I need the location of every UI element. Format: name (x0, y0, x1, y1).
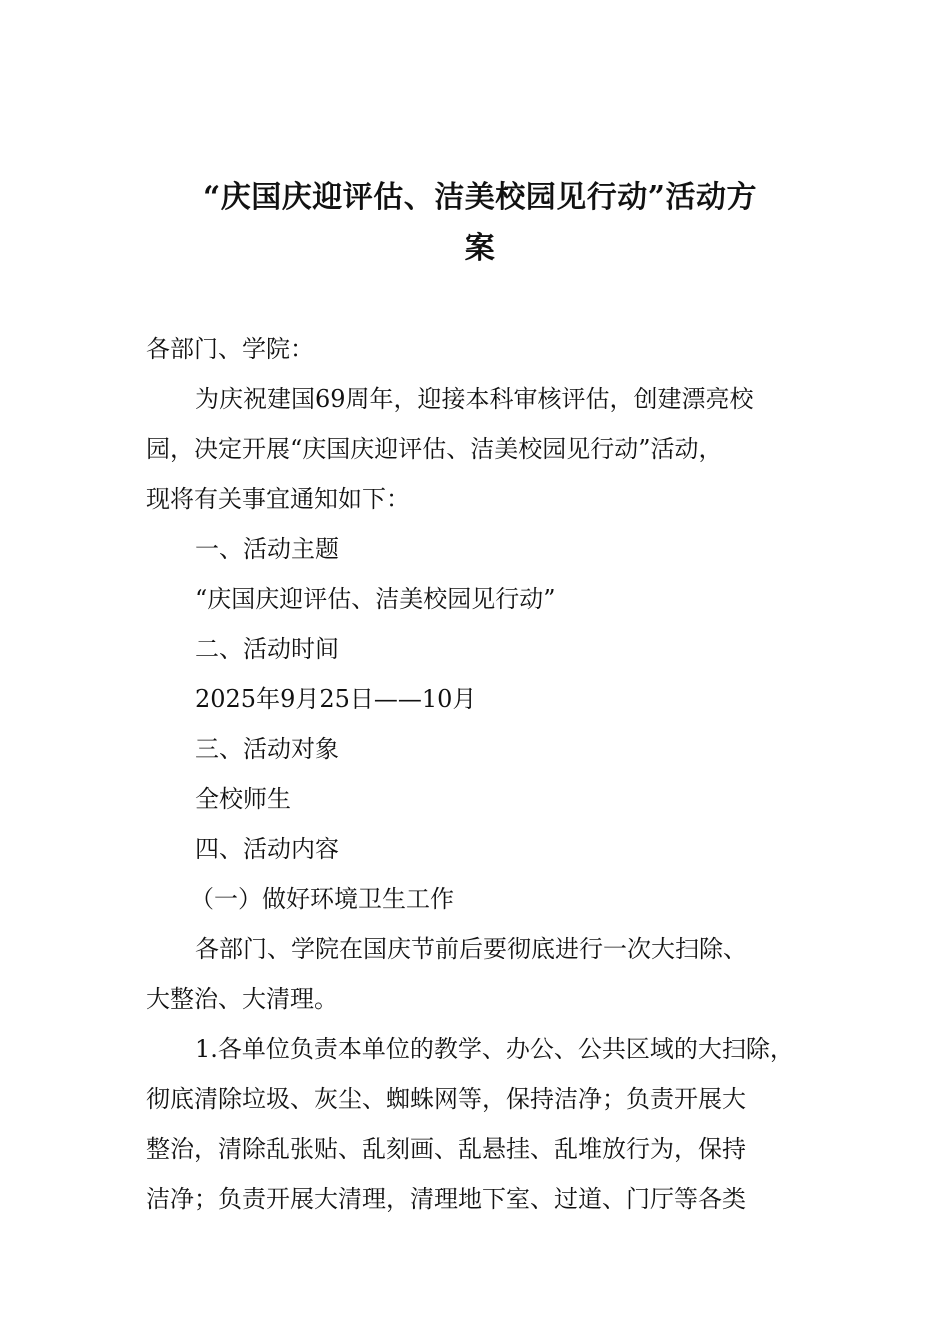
document-title (140, 172, 820, 274)
section-3-heading: 三、活动对象 (195, 735, 339, 763)
subsection-1-heading: （一）做好环境卫生工作 (190, 885, 454, 913)
intro-line-2: 园，决定开展“庆国庆迎评估、洁美校园见行动”活动， (146, 435, 723, 463)
section-3-content: 全校师生 (195, 785, 291, 813)
title-line-1: “庆国庆迎评估、洁美校园见行动”活动方 (202, 180, 757, 215)
item-1-line-4: 洁净；负责开展大清理，清理地下室、过道、门厅等各类 (146, 1185, 746, 1213)
section-1-content: “庆国庆迎评估、洁美校园见行动” (195, 585, 556, 613)
subsection-1-intro-line-1: 各部门、学院在国庆节前后要彻底进行一次大扫除、 (195, 935, 747, 963)
section-1-heading: 一、活动主题 (195, 535, 339, 563)
item-1-line-1: 1.各单位负责本单位的教学、办公、公共区域的大扫除， (195, 1035, 794, 1063)
section-2-content: 2025年9月25日——10月 (195, 685, 477, 713)
item-1-line-3: 整治，清除乱张贴、乱刻画、乱悬挂、乱堆放行为，保持 (146, 1135, 746, 1163)
section-2-heading: 二、活动时间 (195, 635, 339, 663)
title-line-2: 案 (464, 231, 496, 266)
document-body (146, 324, 836, 1224)
item-1-line-2: 彻底清除垃圾、灰尘、蜘蛛网等，保持洁净；负责开展大 (146, 1085, 746, 1113)
subsection-1-intro-line-2: 大整治、大清理。 (146, 985, 338, 1013)
section-4-heading: 四、活动内容 (195, 835, 339, 863)
intro-line-1: 为庆祝建国69周年，迎接本科审核评估，创建漂亮校 (195, 385, 754, 413)
salutation: 各部门、学院： (146, 335, 314, 363)
intro-line-3: 现将有关事宜通知如下： (146, 485, 410, 513)
